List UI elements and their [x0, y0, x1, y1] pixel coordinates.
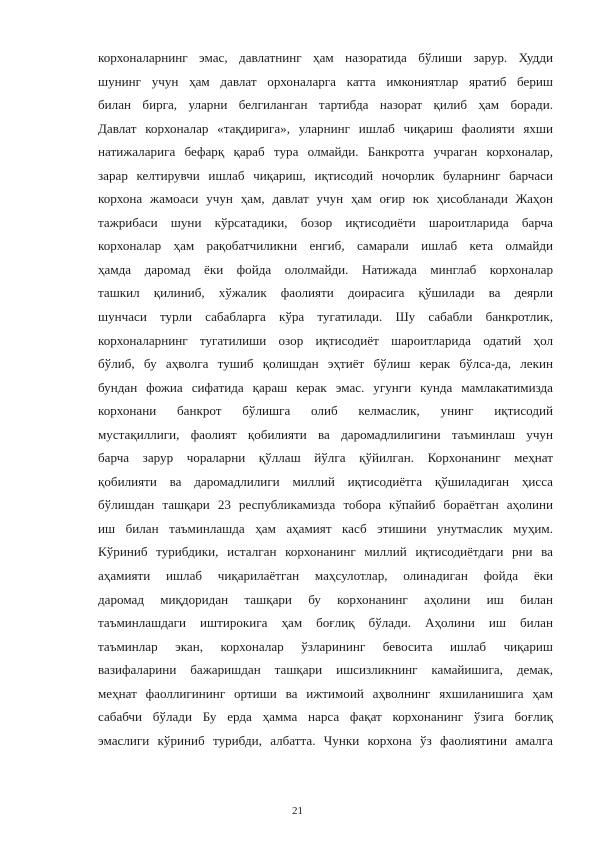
text-line: қобилияти ва даромадлилиги миллий иқтисодиётга қўшиладиган ҳисса	[98, 473, 553, 489]
text-line: шунинг учун ҳам давлат орхоналарга катта имкониятлар яратиб бериш	[98, 73, 553, 89]
text-line: эмаслиги кўриниб турибди, албатта. Чунки корхона ўз фаолиятини амалга	[98, 732, 553, 748]
text-line: таъминлашдаги иштирокига ҳам боғлиқ бўлади. Аҳолини иш билан	[98, 615, 553, 631]
text-line: сабабчи бўлади Бу ерда ҳамма нарса фақат корхонанинг ўзига боғлиқ	[98, 709, 553, 725]
page-number: 21	[292, 805, 303, 817]
text-line: натижаларига бефарқ қараб тура олмайди. Банкротга учраган корхоналар,	[98, 144, 553, 160]
text-line: корхона жамоаси учун ҳам, давлат учун ҳам оғир юк ҳисобланади Жаҳон	[98, 191, 553, 207]
text-line: бўлиб, бу аҳволга тушиб қолишдан эҳтиёт бўлиш керак бўлса-да, лекин	[98, 356, 553, 372]
text-line: корхоналар ҳам рақобатчиликни енгиб, самарали ишлаб кета олмайди	[98, 238, 553, 254]
text-line: меҳнат фаоллигининг ортиши ва ижтимоий аҳволнинг яхшиланишига ҳам	[98, 685, 553, 701]
text-line: ҳамда даромад ёки фойда ололмайди. Натижада минглаб корхоналар	[98, 261, 553, 277]
text-line: иш билан таъминлашда ҳам аҳамият касб этишини унутмаслик муҳим.	[98, 520, 553, 536]
text-line: Кўриниб турибдики, исталган корхонанинг миллий иқтисодиётдаги рни ва	[98, 544, 553, 560]
text-line: таъминлар экан, корхоналар ўзларининг бевосита ишлаб чиқариш	[98, 638, 553, 654]
text-line: вазифаларини бажаришдан ташқари ишсизликнинг камайишига, демак,	[98, 662, 553, 678]
text-line: зарар келтирувчи ишлаб чиқариш, иқтисодий ночорлик буларнинг барчаси	[98, 167, 553, 183]
text-line: тажрибаси шуни кўрсатадики, бозор иқтисодиёти шароитларида барча	[98, 214, 553, 230]
text-line: билан бирга, уларни белгиланган тартибда назорат қилиб ҳам боради.	[98, 97, 553, 113]
text-line: шунчаси турли сабабларга кўра тугатилади. Шу сабабли банкротлик,	[98, 309, 553, 325]
text-line: бундан фожиа сифатида қараш керак эмас. угунги кунда мамлакатимизда	[98, 379, 553, 395]
text-line: мустақиллиги, фаолият қобилияти ва даромадлилигини таъминлаш учун	[98, 426, 553, 442]
text-line: ташкил қилиниб, хўжалик фаолияти доирасига қўшилади ва деярли	[98, 285, 553, 301]
text-line: бўлишдан ташқари 23 республикамизда тобора кўпайиб бораётган аҳолини	[98, 497, 553, 513]
text-line: корхоналарнинг тугатилиши озор иқтисодиёт шароитларида одатий ҳол	[98, 332, 553, 348]
text-line: даромад миқдоридан ташқари бу корхонанинг аҳолини иш билан	[98, 591, 553, 607]
text-line: Давлат корхоналар «тақдирига», уларнинг ишлаб чиқариш фаолияти яхши	[98, 120, 553, 136]
text-line: барча зарур чораларни қўллаш йўлга қўйилган. Корхонанинг меҳнат	[98, 450, 553, 466]
text-line: корхоналарнинг эмас, давлатнинг ҳам назоратида бўлиши зарур. Худди	[98, 50, 553, 65]
text-line: корхонани банкрот бўлишга олиб келмаслик, унинг иқтисодий	[98, 403, 553, 419]
document-body	[98, 46, 553, 752]
text-line: аҳамияти ишлаб чиқарилаётган маҳсулотлар, олинадиган фойда ёки	[98, 568, 553, 584]
